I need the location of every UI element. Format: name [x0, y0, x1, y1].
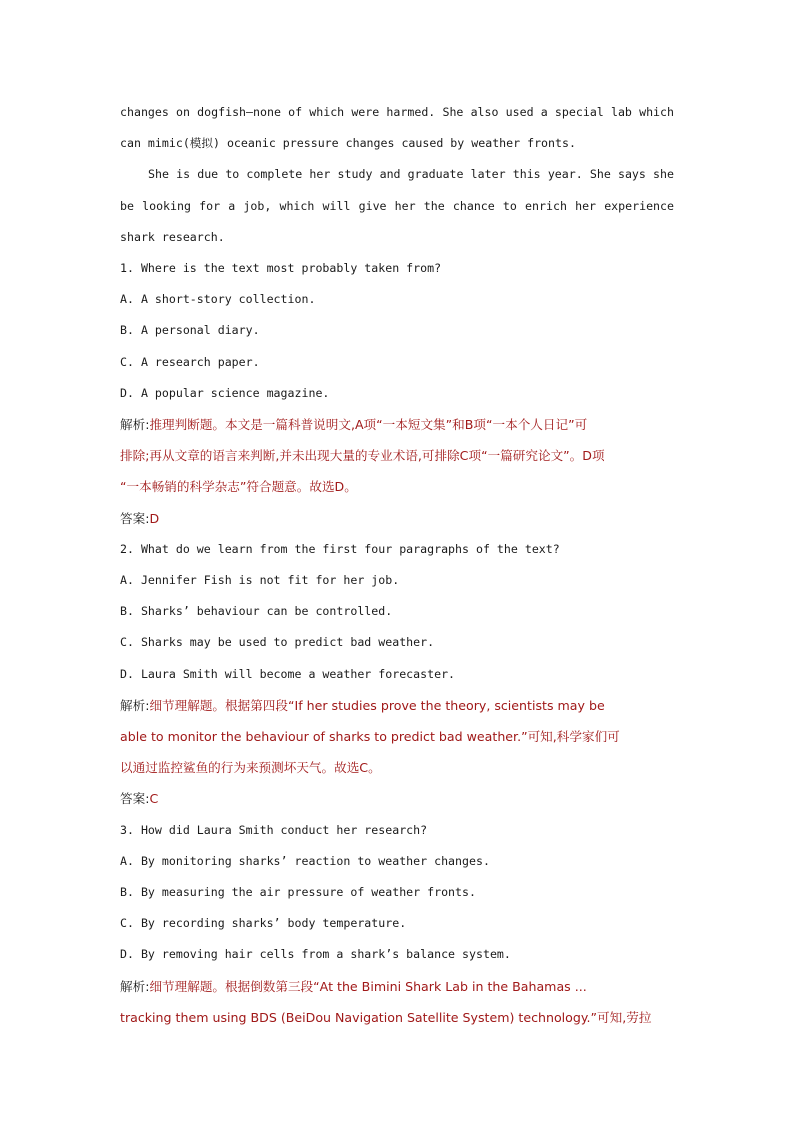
analysis-line — [120, 690, 674, 721]
option-b: B. By measuring the air pressure of weather fronts. — [120, 885, 476, 900]
option-a: A. By monitoring sharks’ reaction to weather changes. — [120, 853, 490, 868]
analysis-text: 推理判断题。本文是一篇科普说明文,A项“一本短文集”和B项“一本个人日记”可 — [149, 416, 588, 432]
analysis-line: 排除;再从文章的语言来判断,并未出现大量的专业术语,可排除C项“一篇研究论文”。D项 — [120, 448, 605, 464]
analysis-line: 以通过监控鲨鱼的行为来预测坏天气。故选C。 — [120, 760, 381, 776]
option-b: B. Sharks’ behaviour can be controlled. — [120, 604, 393, 619]
option-a: A. A short-story collection. — [120, 292, 316, 307]
answer-line — [120, 503, 674, 534]
analysis-line — [120, 971, 674, 1002]
answer-label: 答案: — [120, 791, 150, 807]
option-c: C. By recording sharks’ body temperature. — [120, 916, 407, 931]
option-a: A. Jennifer Fish is not fit for her job. — [120, 573, 400, 587]
answer-label: 答案: — [120, 510, 150, 526]
option-c: C. Sharks may be used to predict bad weather. — [120, 635, 435, 650]
analysis-line: able to monitor the behaviour of sharks to predict bad weather.”可知,科学家们可 — [120, 729, 620, 745]
answer-line — [120, 783, 674, 814]
answer-value: C — [149, 791, 159, 807]
option-d: D. By removing hair cells from a shark’s balance system. — [120, 947, 511, 962]
option-b: B. A personal diary. — [120, 323, 260, 338]
passage-line: She is due to complete her study and graduate later this year. She says she — [148, 167, 674, 182]
question-1: 1. Where is the text most probably taken from? — [120, 260, 442, 275]
document-body — [120, 97, 674, 1033]
question-3: 3. How did Laura Smith conduct her research? — [120, 822, 428, 837]
option-d: D. A popular science magazine. — [120, 385, 330, 400]
passage-line: changes on dogfish—none of which were harmed. She also used a special lab which — [120, 105, 674, 119]
question-2: 2. What do we learn from the first four paragraphs of the text? — [120, 541, 560, 556]
analysis-line — [120, 409, 674, 440]
passage-line: shark research. — [120, 229, 225, 244]
passage-line: be looking for a job, which will give her the chance to enrich her experience — [120, 198, 674, 213]
analysis-label: 解析: — [120, 416, 150, 432]
analysis-label: 解析: — [120, 978, 150, 994]
analysis-label: 解析: — [120, 697, 150, 713]
passage-line: can mimic(模拟) oceanic pressure changes caused by weather fronts. — [120, 136, 576, 151]
option-d: D. Laura Smith will become a weather forecaster. — [120, 666, 456, 681]
option-c: C. A research paper. — [120, 354, 260, 369]
analysis-line: tracking them using BDS (BeiDou Navigation Satellite System) technology.”可知,劳拉 — [120, 1009, 652, 1025]
answer-value: D — [149, 510, 160, 526]
analysis-line: “一本畅销的科学杂志”符合题意。故选D。 — [120, 479, 357, 495]
analysis-text: 细节理解题。根据第四段“If her studies prove the theory, scientists may be — [149, 697, 605, 713]
analysis-text: 细节理解题。根据倒数第三段“At the Bimini Shark Lab in the Bahamas ... — [149, 978, 587, 994]
